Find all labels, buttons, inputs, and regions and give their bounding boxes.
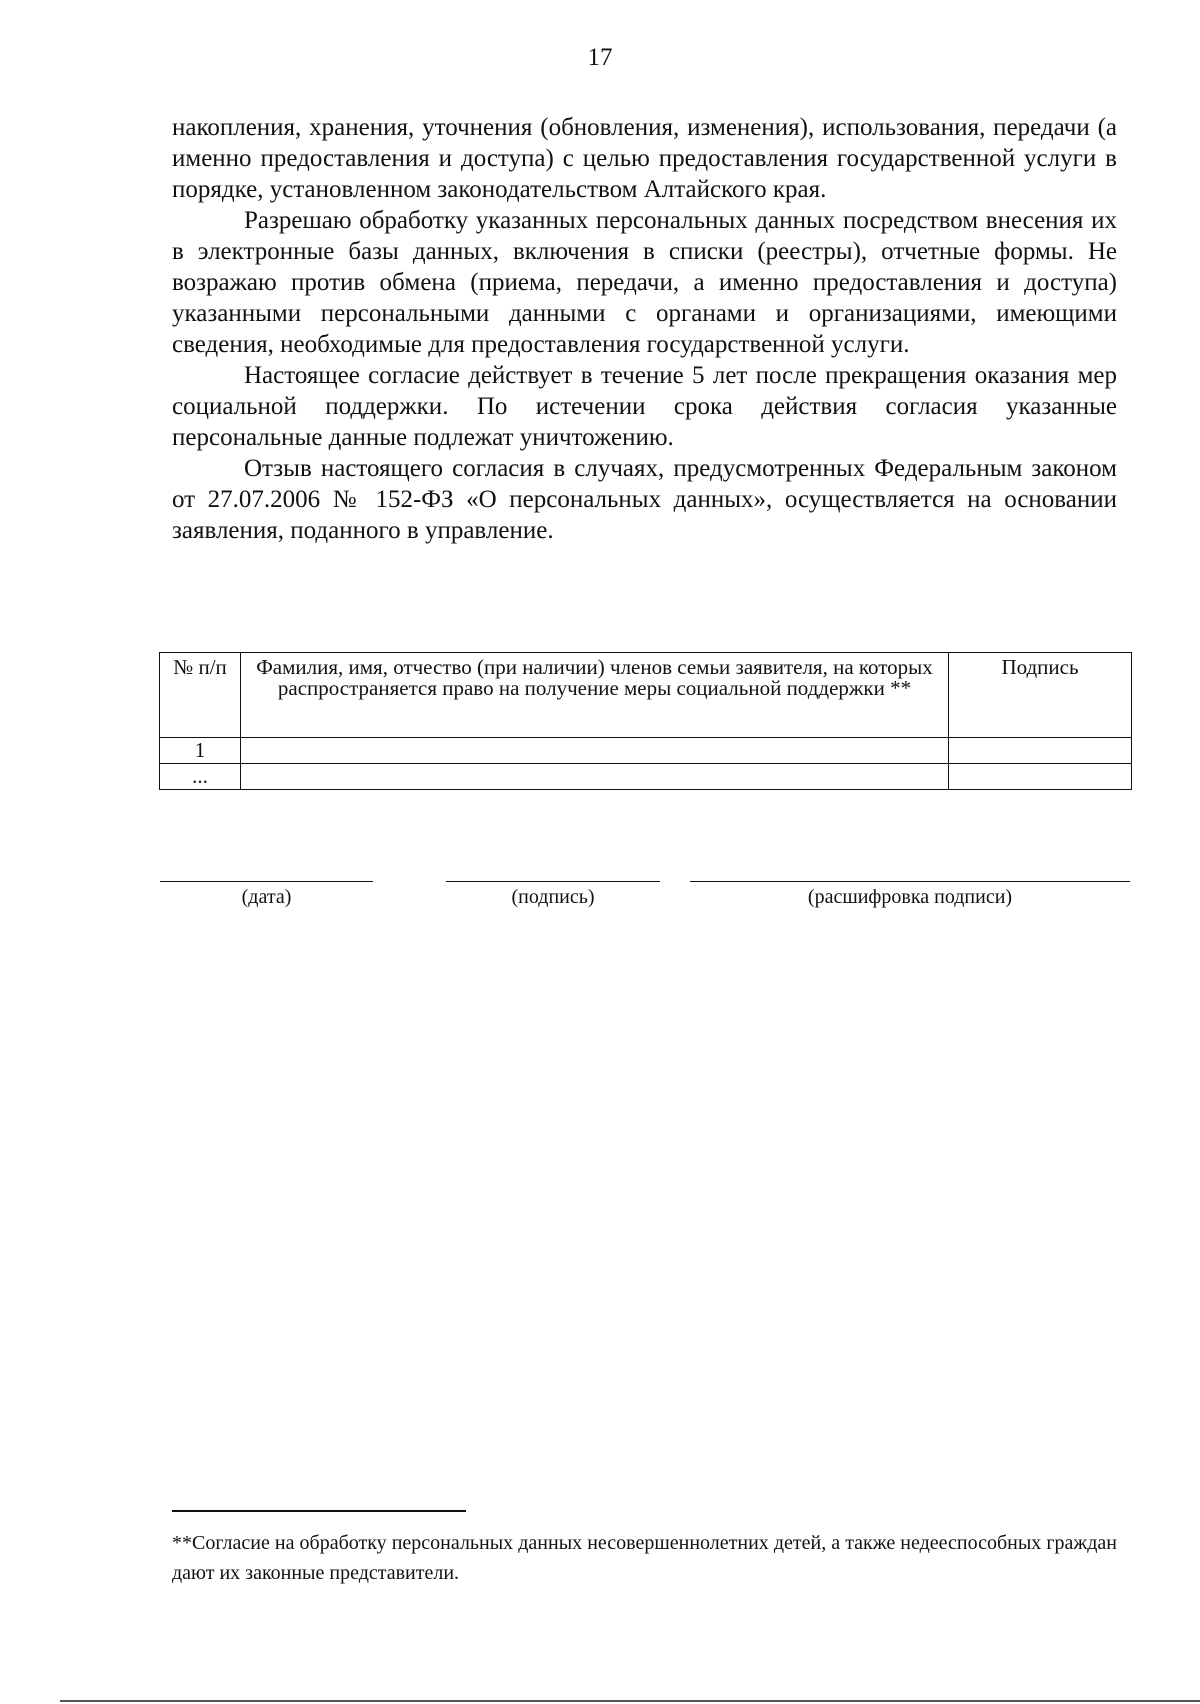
header-signature: Подпись — [949, 653, 1132, 738]
signature-line[interactable] — [446, 881, 660, 882]
signature-decoding-line[interactable] — [690, 881, 1130, 882]
date-caption: (дата) — [241, 886, 292, 908]
row-signature[interactable] — [949, 764, 1132, 790]
consent-text — [172, 112, 1117, 546]
header-full-name: Фамилия, имя, отчество (при наличии) членов семьи заявителя, на которых распространяется право на получение меры социальной поддержки ** — [241, 653, 949, 738]
row-signature[interactable] — [949, 738, 1132, 764]
table-row — [160, 764, 1132, 790]
page-number: 17 — [587, 44, 613, 71]
paragraph-validity-period: Настоящее согласие действует в течение 5 лет после прекращения оказания мер социальной поддержки. По истечении срока действия согласия указанные персональные данные подлежат уничтожению. — [172, 362, 1117, 451]
row-number: ... — [160, 764, 241, 790]
footnote-separator — [172, 1510, 466, 1512]
paragraph-processing-permission: Разрешаю обработку указанных персональных данных посредством внесения их в электронные базы данных, включения в списки (реестры), отчетные формы. Не возражаю против обмена (приема, передачи, а именно предоставления и доступа) указанными персональными данными с органами и организациями, имеющими сведения, необходимые для предоставления государственной услуги. — [172, 207, 1117, 358]
family-members-table — [159, 652, 1132, 790]
table-header-row — [160, 653, 1132, 738]
footnote: **Согласие на обработку персональных данных несовершеннолетних детей, а также недееспособных граждан дают их законные представители. — [172, 1532, 1117, 1584]
row-full-name[interactable] — [241, 738, 949, 764]
paragraph-revocation: Отзыв настоящего согласия в случаях, предусмотренных Федеральным законом от 27.07.2006 № 152-ФЗ «О персональных данных», осуществляется на основании заявления, поданного в управление. — [172, 455, 1117, 544]
signature-caption: (подпись) — [511, 886, 595, 908]
row-number: 1 — [160, 738, 241, 764]
date-line[interactable] — [160, 881, 373, 882]
paragraph-continuation: накопления, хранения, уточнения (обновления, изменения), использования, передачи (а именно предоставления и доступа) с целью предоставления государственной услуги в порядке, установленном законодательством Алтайского края. — [172, 114, 1117, 203]
table-row — [160, 738, 1132, 764]
signature-decoding-caption: (расшифровка подписи) — [807, 886, 1013, 908]
header-number: № п/п — [160, 653, 241, 738]
row-full-name[interactable] — [241, 764, 949, 790]
page-bottom-border — [60, 1700, 1200, 1702]
